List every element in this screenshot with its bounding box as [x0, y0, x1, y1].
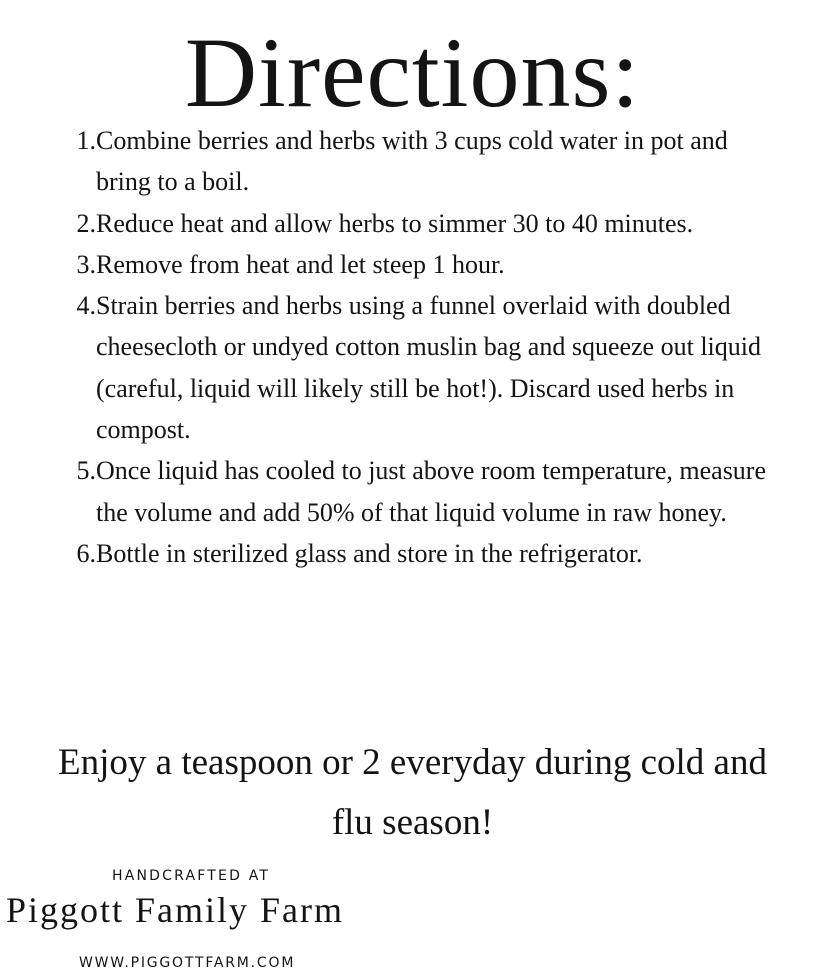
- step-text: Combine berries and herbs with 3 cups cold water in pot and bring to a boil.: [96, 126, 728, 197]
- directions-list: [0, 120, 825, 574]
- step-text: Reduce heat and allow herbs to simmer 30 to 40 minutes.: [96, 208, 694, 238]
- step-number: 2.: [76, 208, 96, 238]
- step-number: 1.: [76, 126, 96, 155]
- step-3: [0, 244, 776, 285]
- step-text: Remove from heat and let steep 1 hour.: [96, 249, 505, 279]
- usage-note: Enjoy a teaspoon or 2 everyday during cold and flu season!: [58, 742, 767, 843]
- step-number: 6.: [76, 538, 96, 568]
- step-number: 4.: [76, 291, 96, 321]
- website-url: WWW.PIGGOTTFARM.COM: [79, 955, 296, 971]
- handcrafted-label: HANDCRAFTED AT: [112, 868, 271, 884]
- step-6: [0, 533, 776, 574]
- step-text: Once liquid has cooled to just above room temperature, measure the volume and add 50% of that liquid volume in raw honey.: [96, 456, 767, 527]
- step-text: Strain berries and herbs using a funnel overlaid with doubled cheesecloth or undyed cotton muslin bag and squeeze out liquid (careful, liquid will likely still be hot!). Discard used herbs in compost.: [96, 291, 761, 445]
- step-5: [0, 450, 776, 533]
- step-2: [0, 203, 776, 244]
- step-4: [0, 285, 776, 450]
- farm-name: Piggott Family Farm: [6, 890, 345, 930]
- step-number: 5.: [76, 456, 96, 486]
- page-title: Directions:: [184, 17, 641, 128]
- step-1: [0, 120, 776, 203]
- step-number: 3.: [76, 249, 96, 279]
- step-text: Bottle in sterilized glass and store in the refrigerator.: [96, 538, 643, 568]
